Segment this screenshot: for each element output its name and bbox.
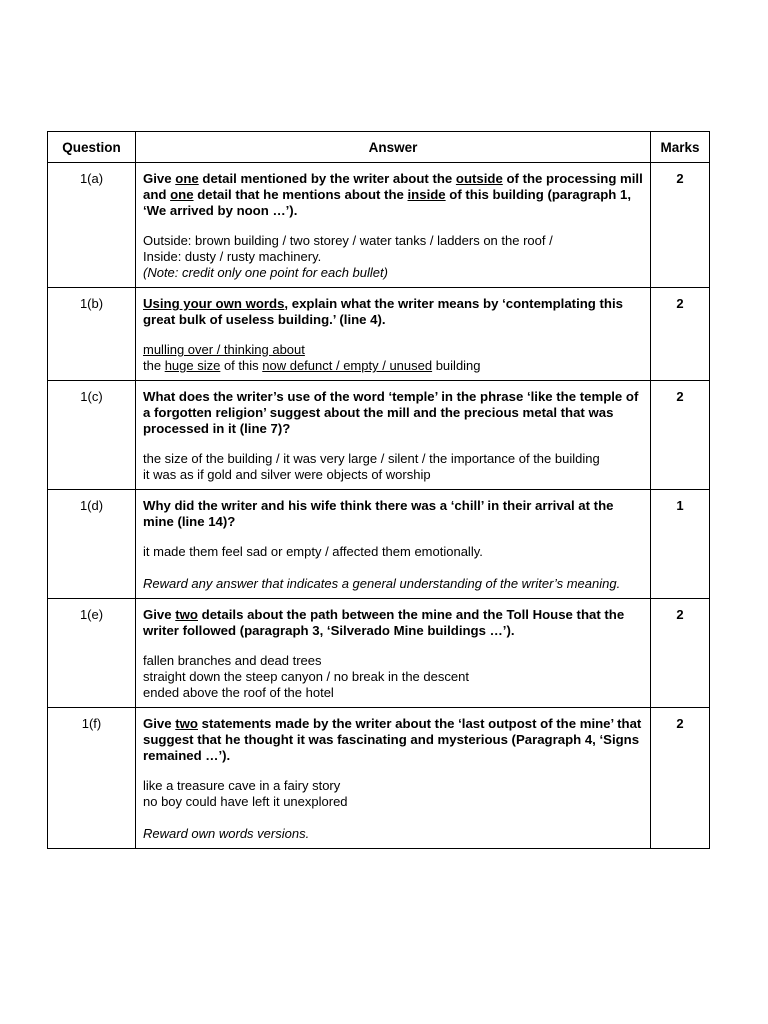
question-segment: Give: [143, 716, 176, 731]
question-text: [143, 171, 644, 219]
question-number: 1(a): [48, 163, 136, 288]
question-number: 1(b): [48, 288, 136, 381]
mark-scheme-table: [47, 131, 710, 849]
marking-note: Reward any answer that indicates a general understanding of the writer’s meaning.: [143, 576, 621, 591]
question-text: [143, 607, 644, 639]
header-row: [48, 132, 710, 163]
answer-segment: huge size: [164, 358, 221, 373]
question-number: 1(c): [48, 381, 136, 490]
answer-segment: now defunct / empty / unused: [262, 358, 433, 373]
question-segment: inside: [407, 187, 446, 202]
answer-line: like a treasure cave in a fairy story: [143, 778, 341, 793]
table-row: [48, 599, 710, 708]
question-text: [143, 389, 644, 437]
question-segment: Give: [143, 607, 176, 622]
question-segment: two: [175, 716, 198, 731]
question-segment: of the processing mill and: [143, 171, 643, 202]
question-segment: outside: [455, 171, 503, 186]
answer-line: the size of the building / it was very large / silent / the importance of the building: [143, 451, 600, 466]
marks-value: 2: [651, 381, 710, 490]
question-segment: Why did the writer and his wife think there was a ‘chill’ in their arrival at the mine (line 14)?: [143, 498, 614, 529]
marking-note: (Note: credit only one point for each bullet): [143, 265, 388, 280]
answer-line: [143, 358, 644, 374]
question-segment: one: [175, 171, 199, 186]
accepted-answers: [143, 342, 644, 374]
question-segment: Using your own words: [143, 296, 285, 311]
question-segment: detail mentioned by the writer about the: [198, 171, 456, 186]
accepted-answers: [143, 544, 644, 592]
table-row: [48, 490, 710, 599]
question-segment: , explain what the writer means by ‘contemplating this great bulk of useless building.’ (line 4).: [143, 296, 623, 327]
answer-line: Outside: brown building / two storey / water tanks / ladders on the roof /: [143, 233, 553, 248]
table-row: [48, 163, 710, 288]
question-segment: Give: [143, 171, 176, 186]
question-segment: two: [175, 607, 198, 622]
answer-cell: [136, 381, 651, 490]
marks-value: 2: [651, 599, 710, 708]
table-row: [48, 381, 710, 490]
question-number: 1(f): [48, 708, 136, 849]
answer-cell: [136, 490, 651, 599]
answer-line: fallen branches and dead trees: [143, 653, 322, 668]
accepted-answers: [143, 778, 644, 842]
answer-cell: [136, 163, 651, 288]
header-question: Question: [48, 132, 136, 163]
marks-value: 1: [651, 490, 710, 599]
marks-value: 2: [651, 708, 710, 849]
question-number: 1(d): [48, 490, 136, 599]
answer-segment: building: [432, 358, 481, 373]
accepted-answers: [143, 653, 644, 701]
answer-line: it was as if gold and silver were objects of worship: [143, 467, 431, 482]
question-number: 1(e): [48, 599, 136, 708]
answer-line: Inside: dusty / rusty machinery.: [143, 249, 322, 264]
answer-line: ended above the roof of the hotel: [143, 685, 334, 700]
spacer: [143, 810, 644, 826]
answer-line: it made them feel sad or empty / affected them emotionally.: [143, 544, 483, 559]
table-row: [48, 288, 710, 381]
answer-cell: [136, 599, 651, 708]
accepted-answers: [143, 451, 644, 483]
header-answer: Answer: [136, 132, 651, 163]
question-text: [143, 716, 644, 764]
question-segment: one: [170, 187, 194, 202]
header-marks: Marks: [651, 132, 710, 163]
question-segment: details about the path between the mine and the Toll House that the writer followed (paragraph 3, ‘Silverado Mine buildings …’).: [143, 607, 625, 638]
question-segment: detail that he mentions about the: [193, 187, 408, 202]
marks-value: 2: [651, 288, 710, 381]
answer-segment: the: [143, 358, 165, 373]
answer-segment: mulling over / thinking about: [143, 342, 305, 357]
answer-cell: [136, 708, 651, 849]
table-row: [48, 708, 710, 849]
answer-line: straight down the steep canyon / no break in the descent: [143, 669, 469, 684]
answer-line: [143, 342, 644, 358]
marking-note: Reward own words versions.: [143, 826, 310, 841]
spacer: [143, 560, 644, 576]
question-segment: of this building (paragraph 1, ‘We arrived by noon …’).: [143, 187, 631, 218]
accepted-answers: [143, 233, 644, 281]
question-text: [143, 498, 644, 530]
answer-cell: [136, 288, 651, 381]
answer-line: no boy could have left it unexplored: [143, 794, 348, 809]
question-text: [143, 296, 644, 328]
marks-value: 2: [651, 163, 710, 288]
answer-segment: of this: [220, 358, 263, 373]
question-segment: What does the writer’s use of the word ‘temple’ in the phrase ‘like the temple of a forgotten religion’ suggest about the mill and the precious metal that was processed in it (line 7)?: [143, 389, 639, 436]
question-segment: statements made by the writer about the ‘last outpost of the mine’ that suggest that he thought it was fascinating and mysterious (Paragraph 4, ‘Signs remained …’).: [143, 716, 642, 763]
